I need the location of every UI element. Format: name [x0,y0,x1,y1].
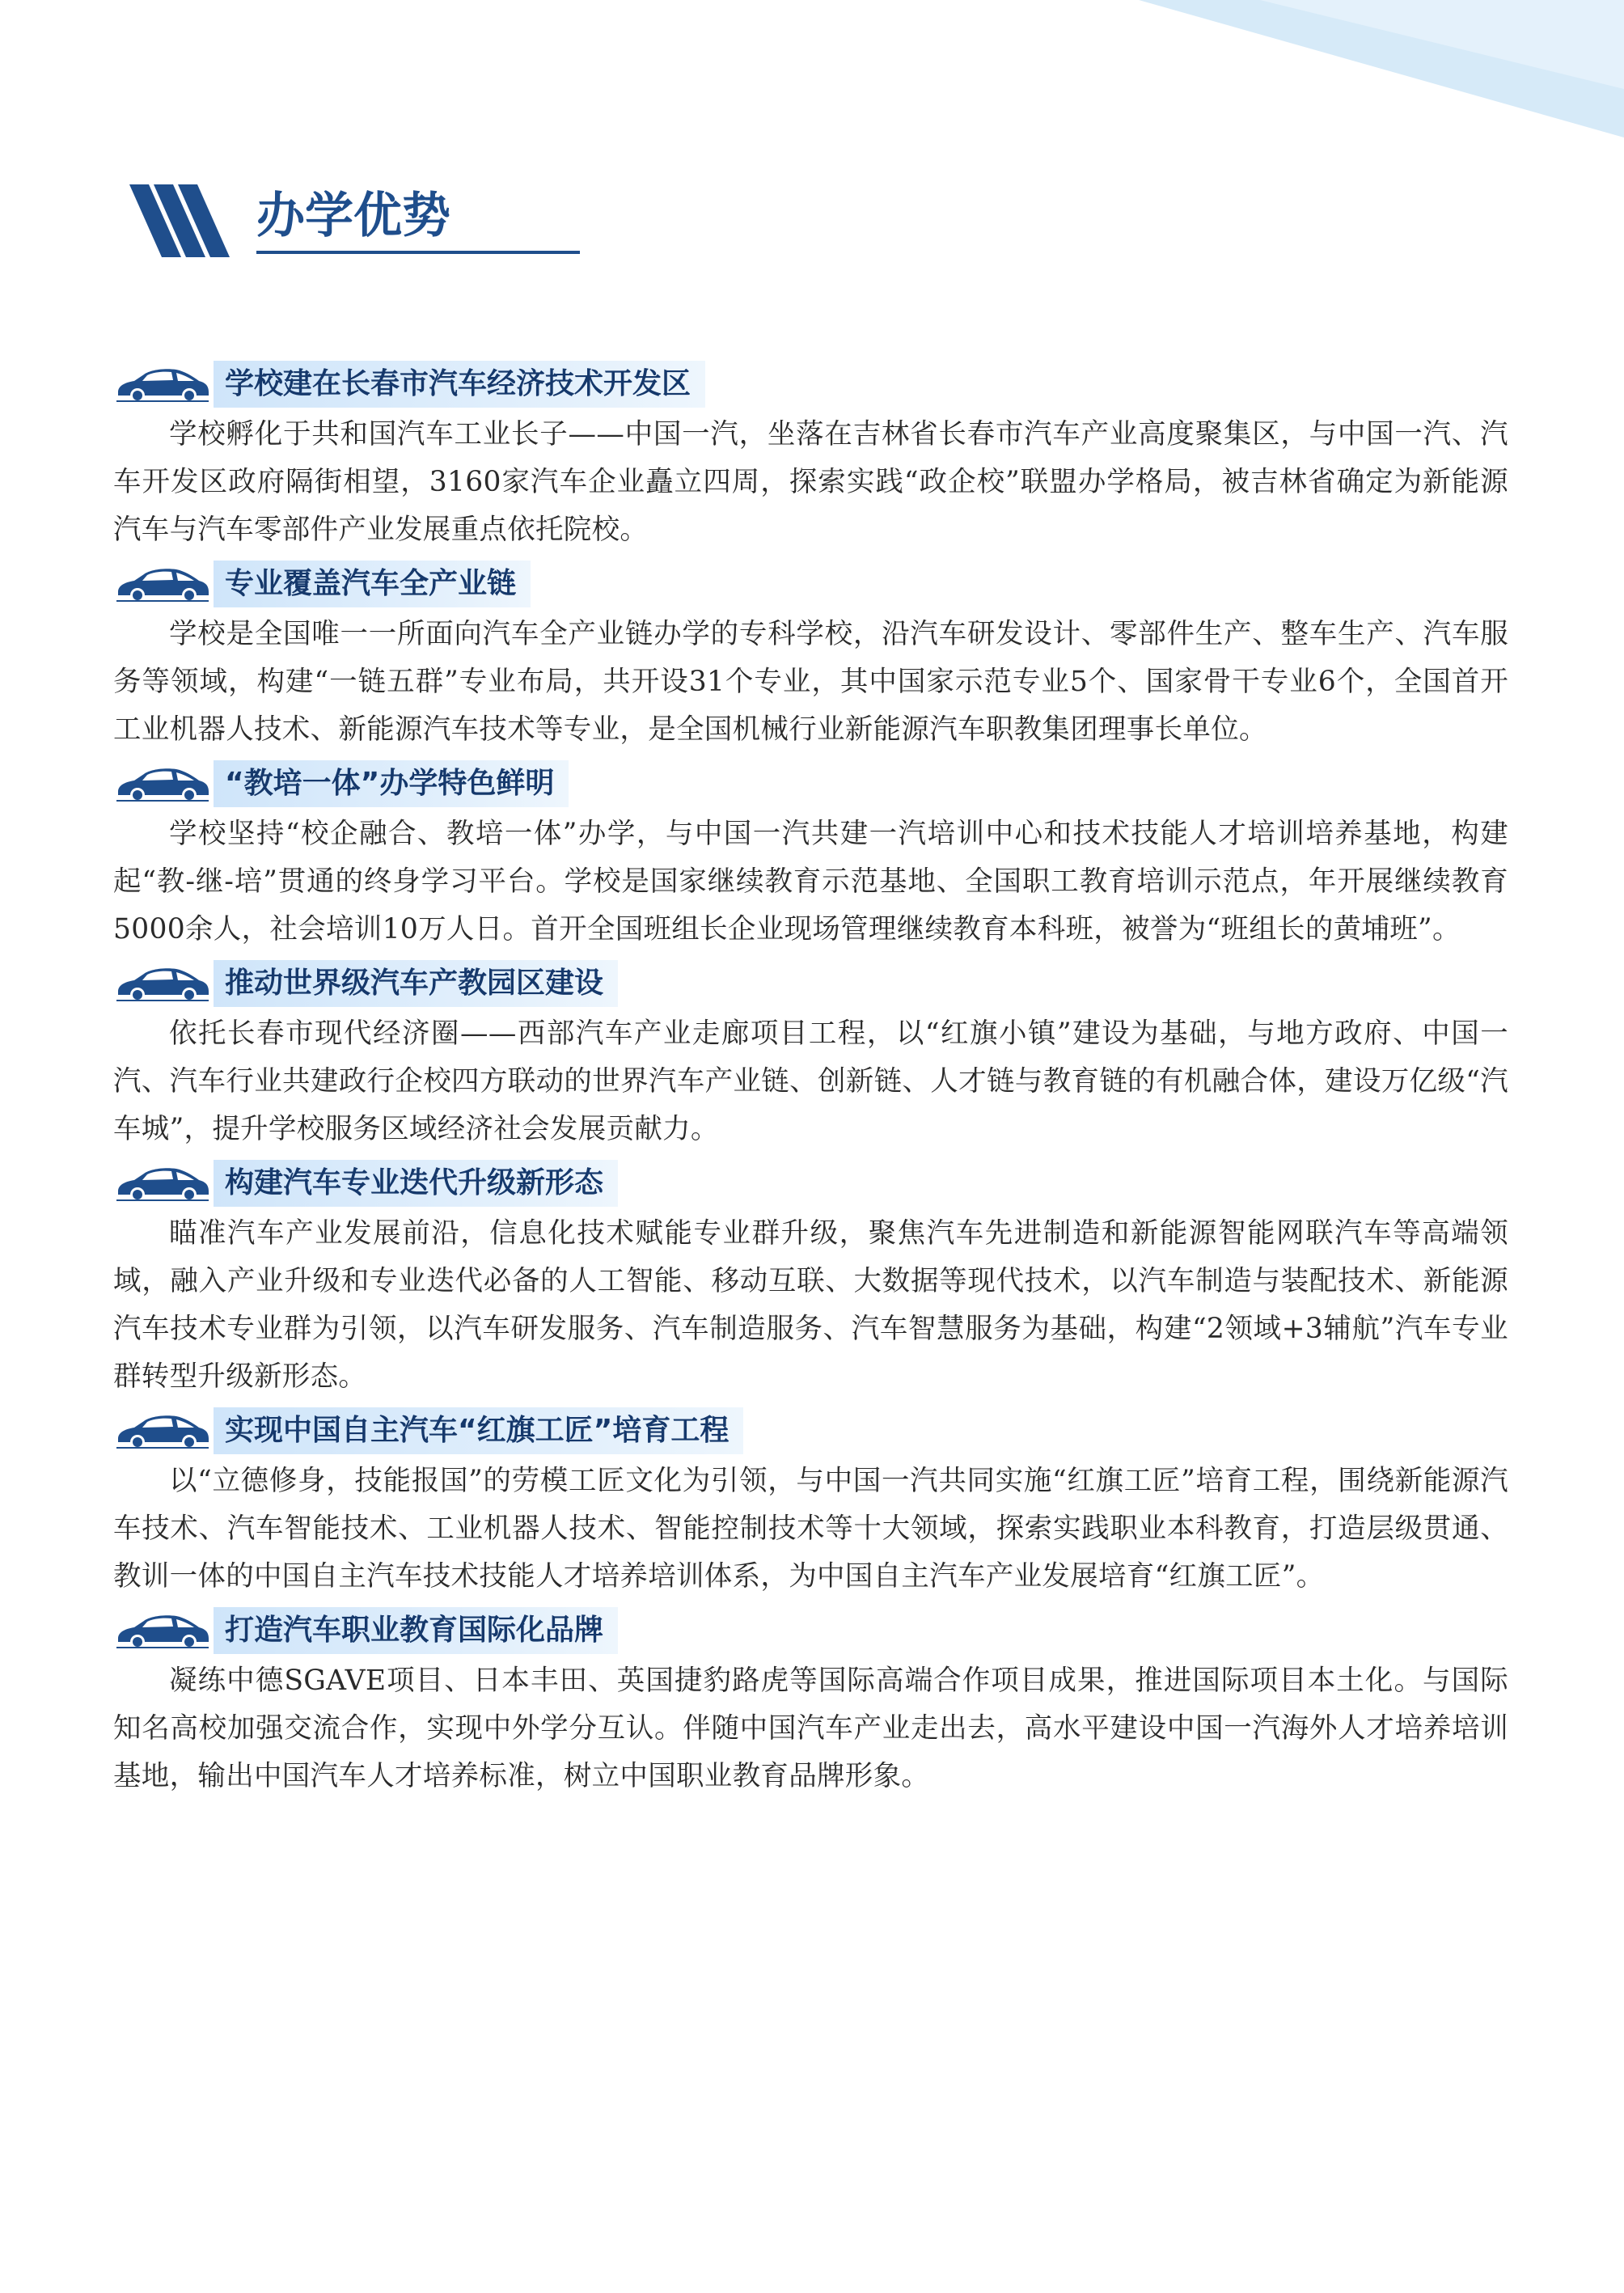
section-heading [113,1404,1508,1457]
section-heading [113,957,1508,1010]
car-icon [115,1411,210,1450]
content-area [113,357,1508,1804]
section-body: 依托长春市现代经济圈——西部汽车产业走廊项目工程，以“红旗小镇”建设为基础，与地方政府、中国一汽、汽车行业共建政行企校四方联动的世界汽车产业链、创新链、人才链与教育链的有机融合体，建设万亿级“汽车城”，提升学校服务区域经济社会发展贡献力。 [113,1017,1508,1145]
section-title: 推动世界级汽车产教园区建设 [214,960,618,1007]
car-icon [115,1164,210,1203]
section-heading [113,1604,1508,1657]
section-title: 学校建在长春市汽车经济技术开发区 [214,361,705,408]
section-body: 学校孵化于共和国汽车工业长子——中国一汽，坐落在吉林省长春市汽车产业高度聚集区，与中国一汽、汽车开发区政府隔街相望，3160家汽车企业矗立四周，探索实践“政企校”联盟办学格局，被吉林省确定为新能源汽车与汽车零部件产业发展重点依托院校。 [113,418,1508,546]
section-industry-park [113,957,1508,1153]
section-title: “教培一体”办学特色鲜明 [214,760,569,807]
section-body: 学校是全国唯一一所面向汽车全产业链办学的专科学校，沿汽车研发设计、零部件生产、整车生产、汽车服务等领域，构建“一链五群”专业布局，共开设31个专业，其中国家示范专业5个、国家骨干专业6个，全国首开工业机器人技术、新能源汽车技术等专业，是全国机械行业新能源汽车职教集团理事长单位。 [113,618,1508,746]
car-icon [115,1611,210,1650]
section-full-industry-chain [113,557,1508,754]
section-iteration-upgrade [113,1157,1508,1401]
car-icon [115,565,210,603]
section-body: 凝练中德SGAVE项目、日本丰田、英国捷豹路虎等国际高端合作项目成果，推进国际项目本土化。与国际知名高校加强交流合作，实现中外学分互认。伴随中国汽车产业走出去，高水平建设中国一汽海外人才培养培训基地，输出中国汽车人才培养标准，树立中国职业教育品牌形象。 [113,1665,1508,1792]
car-icon [115,764,210,803]
section-international-brand [113,1604,1508,1800]
section-body: 以“立德修身，技能报国”的劳模工匠文化为引领，与中国一汽共同实施“红旗工匠”培育工程，围绕新能源汽车技术、汽车智能技术、工业机器人技术、智能控制技术等十大领域，探索实践职业本科教育，打造层级贯通、教训一体的中国自主汽车技术技能人才培养培训体系，为中国自主汽车产业发展培育“红旗工匠”。 [113,1465,1508,1593]
section-title: 构建汽车专业迭代升级新形态 [214,1160,618,1207]
corner-decoration [912,0,1624,137]
section-heading [113,557,1508,611]
section-title: 实现中国自主汽车“红旗工匠”培育工程 [214,1407,743,1454]
page-header [129,170,550,259]
section-heading [113,357,1508,411]
section-development-zone [113,357,1508,554]
section-title: 专业覆盖汽车全产业链 [214,561,531,607]
section-title: 打造汽车职业教育国际化品牌 [214,1607,618,1654]
title-underline [256,251,580,254]
section-teaching-training [113,757,1508,954]
section-heading [113,1157,1508,1210]
section-heading [113,757,1508,810]
car-icon [115,964,210,1003]
blue-stripes-icon [129,184,239,257]
section-body: 学校坚持“校企融合、教培一体”办学，与中国一汽共建一汽培训中心和技术技能人才培训培养基地，构建起“教-继-培”贯通的终身学习平台。学校是国家继续教育示范基地、全国职工教育培训示范点，年开展继续教育5000余人，社会培训10万人日。首开全国班组长企业现场管理继续教育本科班，被誉为“班组长的黄埔班”。 [113,818,1508,946]
car-icon [115,365,210,404]
page-title: 办学优势 [256,188,450,244]
section-hongqi-craftsman [113,1404,1508,1601]
section-body: 瞄准汽车产业发展前沿，信息化技术赋能专业群升级，聚焦汽车先进制造和新能源智能网联汽车等高端领域，融入产业升级和专业迭代必备的人工智能、移动互联、大数据等现代技术，以汽车制造与装配技术、新能源汽车技术专业群为引领，以汽车研发服务、汽车制造服务、汽车智慧服务为基础，构建“2领域+3辅航”汽车专业群转型升级新形态。 [113,1217,1508,1393]
